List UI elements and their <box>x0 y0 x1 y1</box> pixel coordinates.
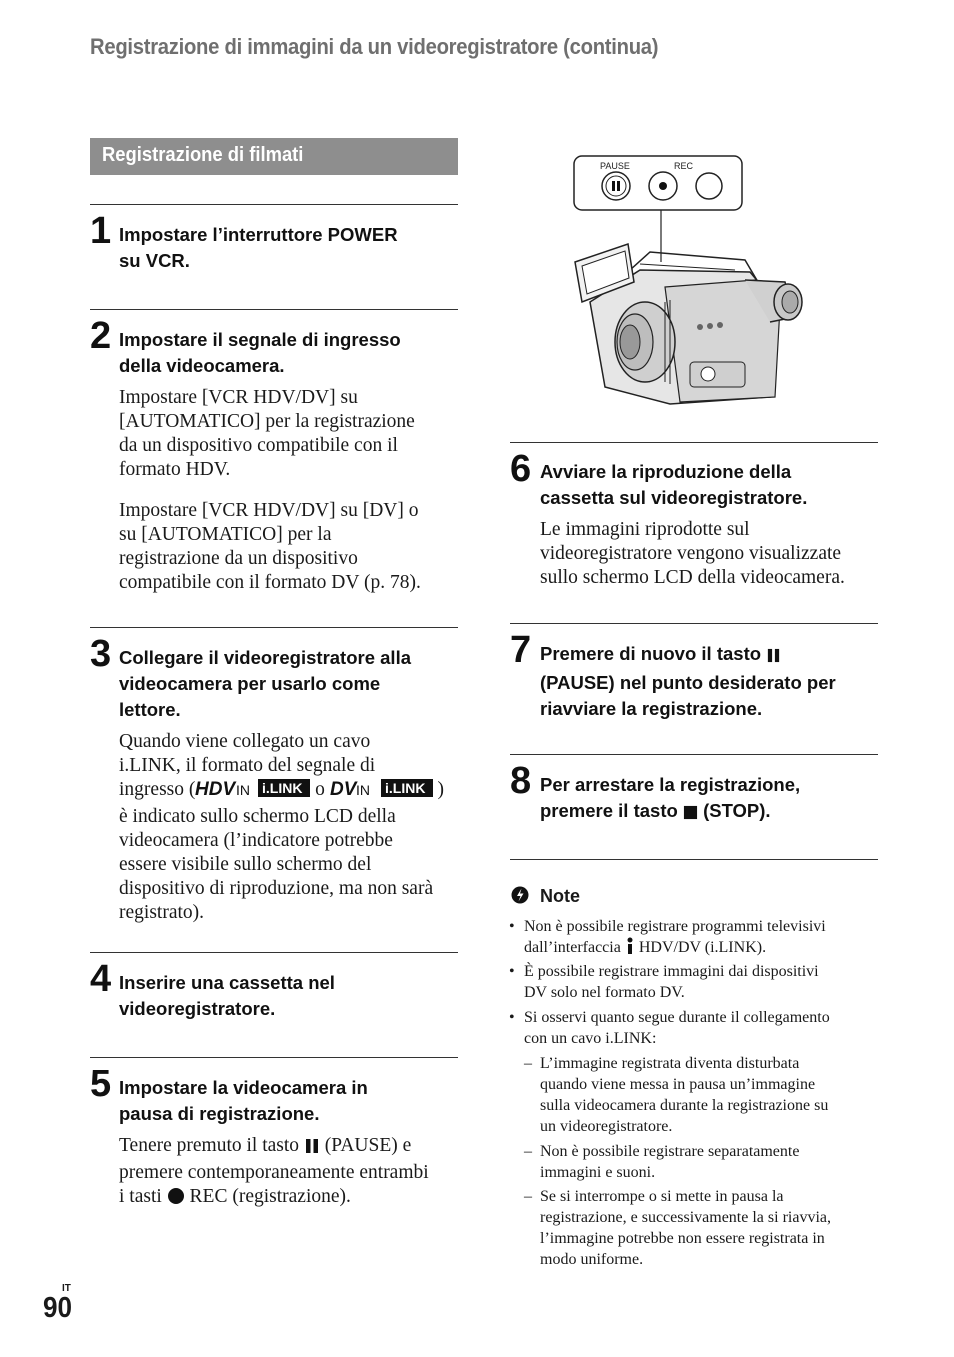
text-fragment: (PAUSE) e <box>324 1135 412 1156</box>
text-line-with-icon <box>524 937 826 961</box>
divider <box>90 309 458 310</box>
text-fragment: (STOP). <box>703 800 771 821</box>
text-fragment: HDV/DV (i.LINK). <box>638 939 767 956</box>
text-line: DV solo nel formato DV. <box>524 984 685 1001</box>
text-line: compatibile con il formato DV (p. 78). <box>119 572 421 593</box>
text-line: Impostare [VCR HDV/DV] su <box>119 387 358 408</box>
text-line: è indicato sullo schermo LCD della <box>119 806 396 827</box>
text-fragment: i tasti <box>119 1186 162 1207</box>
step-5-paragraph <box>119 1134 464 1212</box>
text-fragment: premere il tasto <box>540 800 678 821</box>
text-fragment: o <box>315 779 325 800</box>
text-line: sullo schermo LCD della videocamera. <box>540 567 845 588</box>
text-line: un videoregistratore. <box>540 1118 673 1135</box>
divider <box>510 859 878 860</box>
step-7-title <box>540 641 836 722</box>
step-title-line: lettore. <box>119 699 181 720</box>
step-number: 2 <box>90 315 112 357</box>
step-title-line: su VCR. <box>119 250 190 271</box>
step-title-line: Impostare l’interruttore POWER <box>119 224 398 245</box>
hdv-in-icon <box>195 778 253 805</box>
text-line: sulla videocamera durante la registrazione su <box>540 1097 829 1114</box>
svg-text:IN: IN <box>236 782 251 798</box>
bullet: • <box>509 963 515 980</box>
step-number: 3 <box>90 633 112 675</box>
text-line: Quando viene collegato un cavo <box>119 731 371 752</box>
note-subitem <box>524 1141 800 1183</box>
text-line: quando viene messa in pausa un’immagine <box>540 1076 816 1093</box>
text-line: da un dispositivo compatibile con il <box>119 435 398 456</box>
ilink-icon <box>381 778 433 805</box>
svg-text:i.LINK: i.LINK <box>384 780 426 796</box>
divider <box>90 952 458 953</box>
divider <box>510 442 878 443</box>
section-title: Registrazione di filmati <box>102 144 304 166</box>
step-number: 5 <box>90 1063 112 1105</box>
text-line: formato HDV. <box>119 459 231 480</box>
notes-heading <box>510 885 580 907</box>
step-6-paragraph <box>540 518 845 590</box>
step-title-line-with-icon <box>540 798 800 827</box>
step-number: 6 <box>510 448 532 490</box>
step-title-line: pausa di registrazione. <box>119 1103 320 1124</box>
text-fragment: Tenere premuto il tasto <box>119 1135 300 1156</box>
text-line: registrazione, e successivamente la si riavvia, <box>540 1209 831 1226</box>
divider <box>90 627 458 628</box>
text-line-with-icon <box>119 1185 464 1212</box>
note-subitem <box>524 1186 831 1270</box>
text-line: videoregistratore vengono visualizzate <box>540 543 842 564</box>
text-line: Impostare [VCR HDV/DV] su [DV] o <box>119 500 419 521</box>
text-line: su [AUTOMATICO] per la <box>119 524 332 545</box>
text-line: essere visibile sullo schermo del <box>119 854 372 875</box>
page-language-code: IT <box>62 1283 71 1294</box>
page-number: 90 <box>43 1292 73 1324</box>
step-number: 1 <box>90 210 112 252</box>
step-5-title <box>119 1075 368 1127</box>
step-3-paragraph <box>119 730 464 925</box>
text-line: Se si interrompe o si mette in pausa la <box>540 1188 784 1205</box>
ilink-icon <box>258 778 310 805</box>
text-line: videocamera (l’indicatore potrebbe <box>119 830 393 851</box>
divider <box>90 204 458 205</box>
stop-icon <box>683 801 698 827</box>
divider <box>90 1057 458 1058</box>
step-title-line: videoregistratore. <box>119 998 276 1019</box>
bullet: • <box>509 1009 515 1026</box>
step-3-title <box>119 645 411 723</box>
svg-text:HDV: HDV <box>195 779 236 798</box>
step-title-line: della videocamera. <box>119 355 285 376</box>
step-6-title <box>540 459 807 511</box>
step-4-title <box>119 970 335 1022</box>
text-line: immagini e suoni. <box>540 1164 656 1181</box>
dash: – <box>524 1055 532 1072</box>
dash: – <box>524 1143 532 1160</box>
svg-text:PAUSE: PAUSE <box>600 161 630 171</box>
step-number: 4 <box>90 958 112 1000</box>
pause-icon <box>766 644 781 670</box>
text-line: È possibile registrare immagini dai dispositivi <box>524 963 819 980</box>
notes-title: Note <box>540 886 580 906</box>
step-title-line: (PAUSE) nel punto desiderato per <box>540 672 836 693</box>
bullet: • <box>509 918 515 935</box>
step-title-line: Inserire una cassetta nel <box>119 972 335 993</box>
text-fragment: REC (registrazione). <box>189 1186 351 1207</box>
step-title-line: Per arrestare la registrazione, <box>540 774 801 795</box>
text-line: Non è possibile registrare programmi televisivi <box>524 918 826 935</box>
text-line: [AUTOMATICO] per la registrazione <box>119 411 415 432</box>
step-title-line: Avviare la riproduzione della <box>540 461 792 482</box>
svg-text:IN: IN <box>355 782 370 798</box>
text-line: i.LINK, il formato del segnale di <box>119 755 376 776</box>
text-line: L’immagine registrata diventa disturbata <box>540 1055 800 1072</box>
text-line: con un cavo i.LINK: <box>524 1030 657 1047</box>
pause-icon <box>304 1137 320 1161</box>
text-line: Si osservi quanto segue durante il collegamento <box>524 1009 830 1026</box>
step-title-line: videocamera per usarlo come <box>119 673 381 694</box>
ilink-symbol-icon <box>625 937 635 961</box>
record-icon <box>167 1187 185 1212</box>
text-line-with-icons <box>119 778 464 805</box>
text-fragment: dall’interfaccia <box>524 939 621 956</box>
text-line: Non è possibile registrare separatamente <box>540 1143 800 1160</box>
dash: – <box>524 1188 532 1205</box>
step-1-title <box>119 222 398 274</box>
step-number: 7 <box>510 629 532 671</box>
step-number: 8 <box>510 760 532 802</box>
step-title-line: Impostare la videocamera in <box>119 1077 368 1098</box>
step-title-line: cassetta sul videoregistratore. <box>540 487 808 508</box>
svg-text:DV: DV <box>329 779 357 798</box>
note-subitem <box>524 1053 829 1137</box>
dv-in-icon <box>330 778 376 805</box>
note-item <box>509 1007 830 1049</box>
page-header-title: Registrazione di immagini da un videoregistratore (continua) <box>90 34 659 59</box>
text-line: modo uniforme. <box>540 1251 644 1268</box>
step-2-paragraph-1 <box>119 386 415 482</box>
text-line: l’immagine potrebbe non essere registrata in <box>540 1230 825 1247</box>
step-2-paragraph-2 <box>119 499 421 595</box>
text-line: dispositivo di riproduzione, ma non sarà <box>119 878 434 899</box>
text-line: registrazione da un dispositivo <box>119 548 358 569</box>
divider <box>510 754 878 755</box>
step-title-line: Collegare il videoregistratore alla <box>119 647 411 668</box>
step-title-line: Impostare il segnale di ingresso <box>119 329 401 350</box>
text-line: premere contemporaneamente entrambi <box>119 1162 429 1183</box>
text-line-with-icon <box>119 1134 464 1161</box>
text-fragment: Premere di nuovo il tasto <box>540 643 762 664</box>
section-title-bar <box>90 138 458 175</box>
note-item <box>509 961 819 1003</box>
step-8-title <box>540 772 800 827</box>
note-icon <box>510 885 530 910</box>
divider <box>510 623 878 624</box>
text-fragment: ) <box>437 779 444 800</box>
svg-text:i.LINK: i.LINK <box>262 780 303 796</box>
step-2-title <box>119 327 401 379</box>
note-item <box>509 916 826 961</box>
camcorder-illustration <box>570 152 820 414</box>
text-line: registrato). <box>119 902 205 923</box>
step-title-line-with-icon <box>540 641 836 670</box>
text-fragment: ingresso ( <box>119 779 196 800</box>
step-title-line: riavviare la registrazione. <box>540 698 763 719</box>
text-line: Le immagini riprodotte sul <box>540 519 750 540</box>
svg-text:REC: REC <box>674 161 694 171</box>
